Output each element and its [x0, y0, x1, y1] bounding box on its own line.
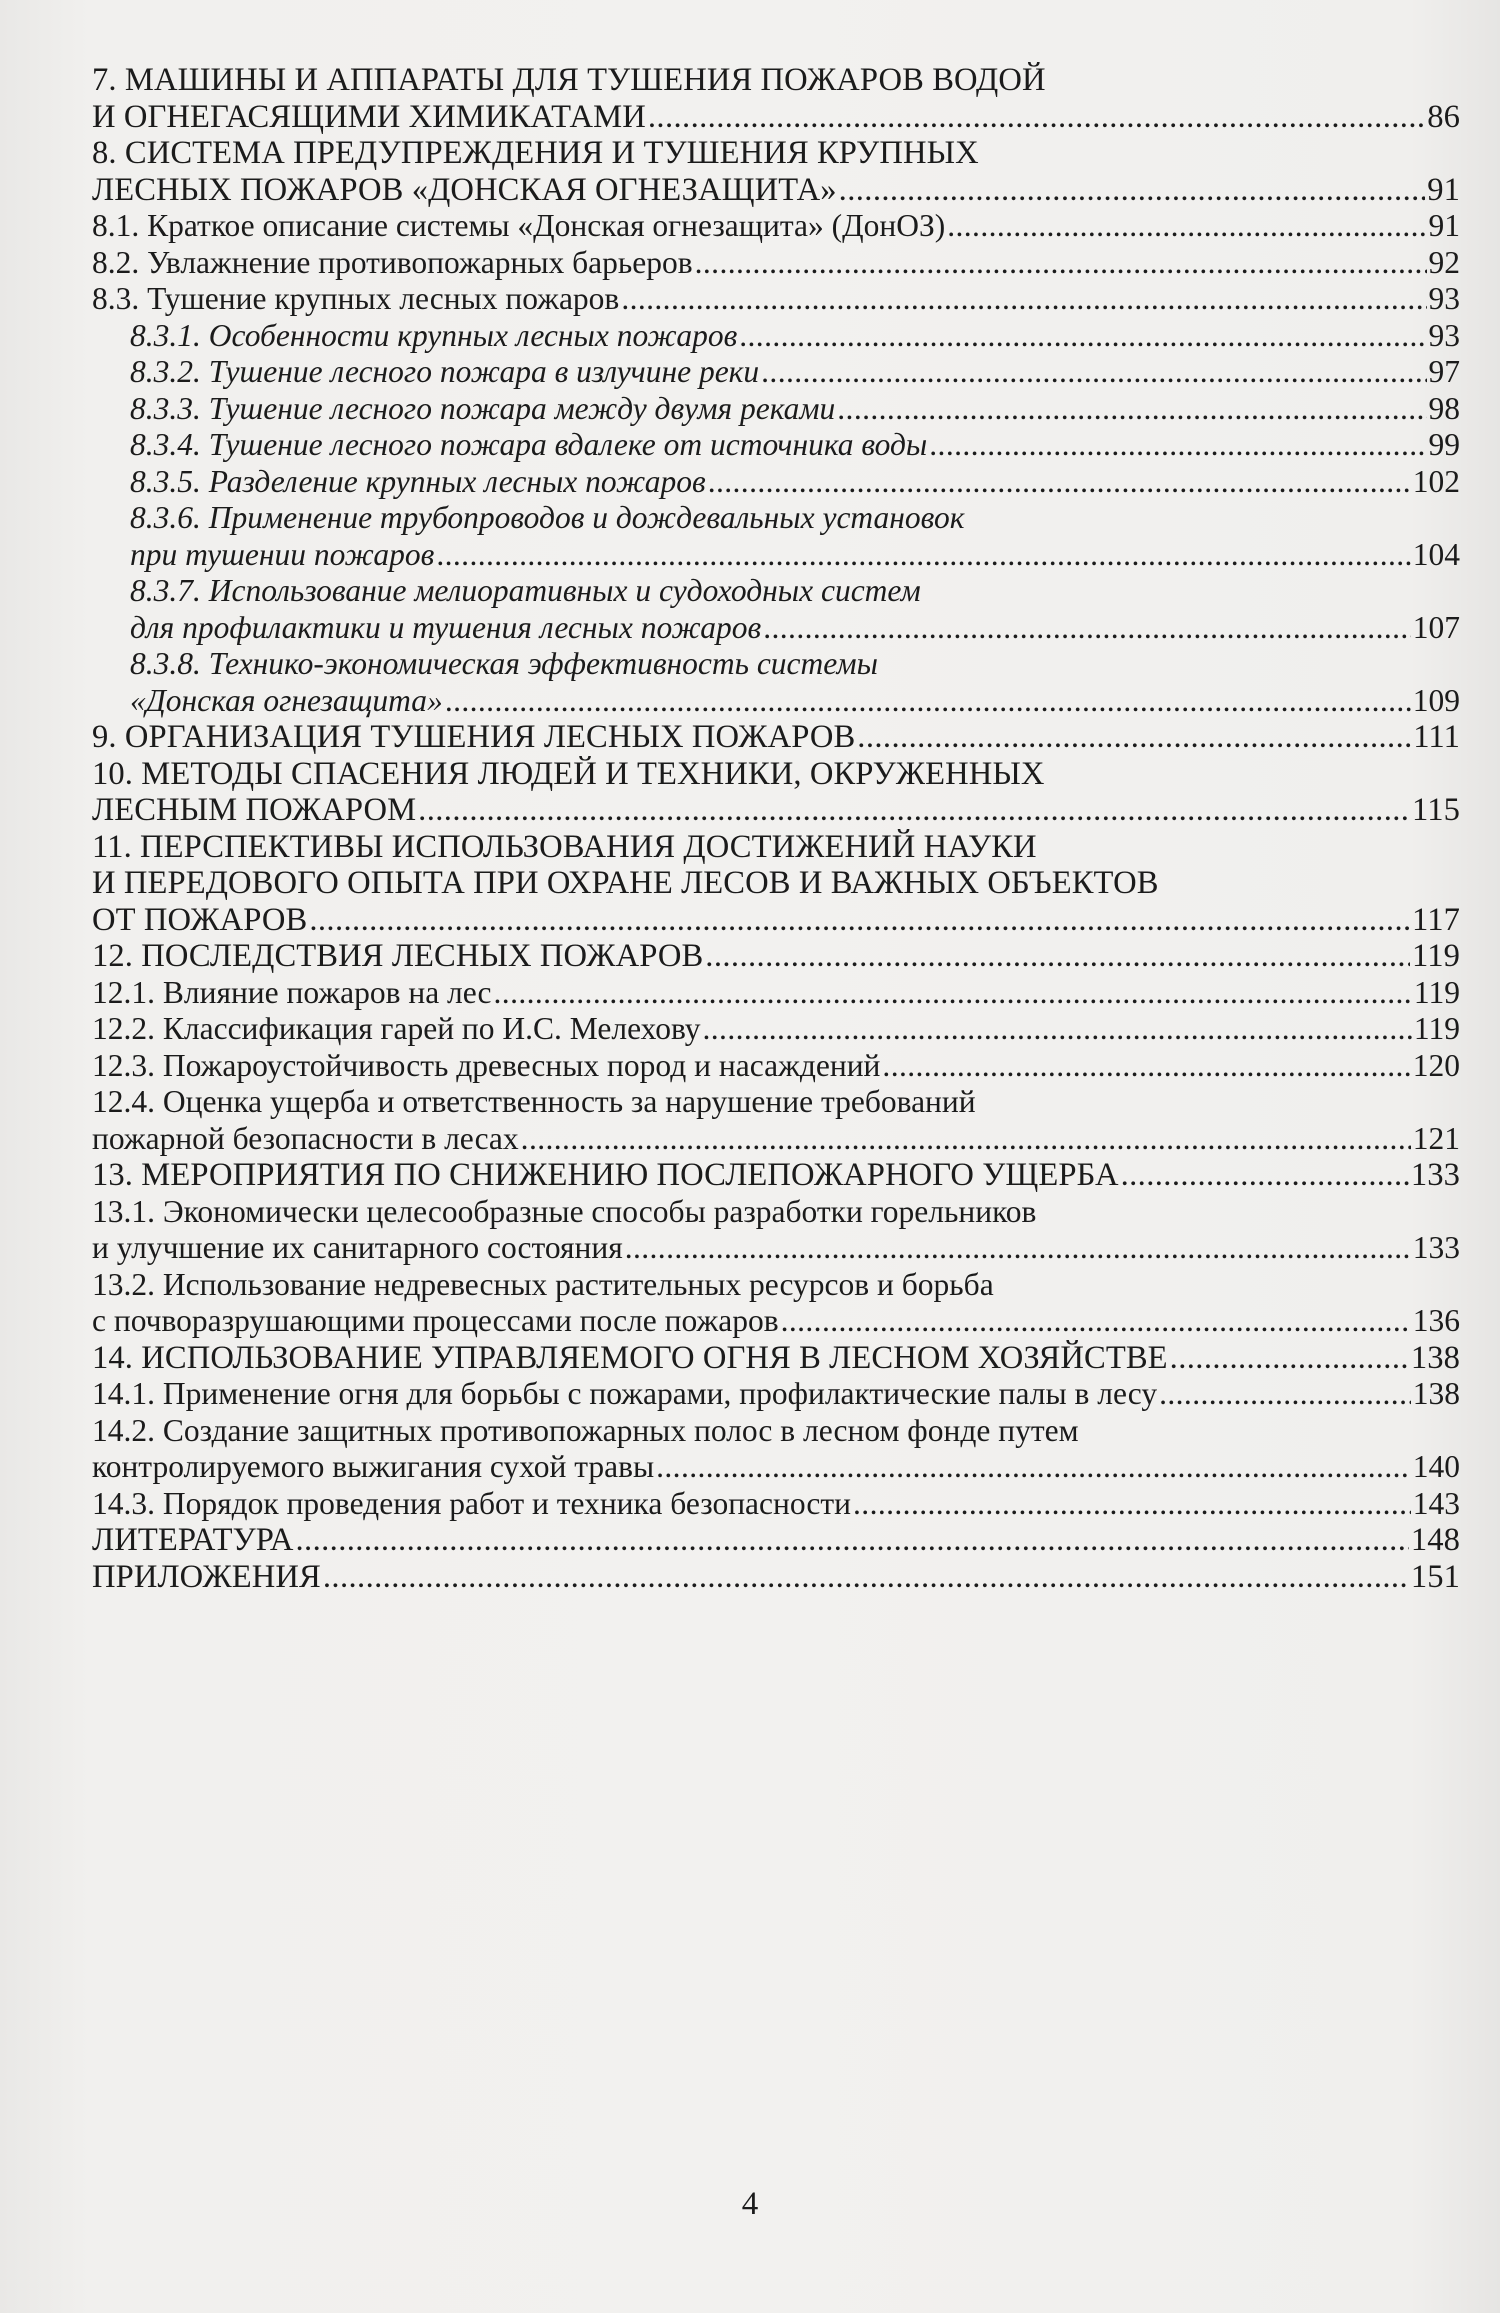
- toc-entry-line: [92, 938, 1460, 975]
- toc-entry-line: [92, 1303, 1460, 1340]
- toc-entry-title: 14.3. Порядок проведения работ и техника безопасности: [92, 1485, 852, 1521]
- toc-entry-title: 8.3.7. Использование мелиоративных и судоходных систем: [130, 573, 921, 608]
- dot-leader: [1121, 1157, 1409, 1194]
- toc-entry-title: 8.3.6. Применение трубопроводов и дождевальных установок: [130, 500, 965, 535]
- dot-leader: [1159, 1376, 1411, 1413]
- toc-entry: [92, 756, 1460, 829]
- dot-leader: [625, 1230, 1411, 1267]
- toc-entry-line: [92, 245, 1460, 282]
- toc-entry-line: [92, 756, 1460, 793]
- toc-entry-line: [92, 281, 1460, 318]
- dot-leader: [703, 1011, 1412, 1048]
- toc-entry-title: 11. ПЕРСПЕКТИВЫ ИСПОЛЬЗОВАНИЯ ДОСТИЖЕНИЙ НАУКИ: [92, 828, 1037, 865]
- toc-entry: [92, 500, 1460, 573]
- toc-entry: [92, 354, 1460, 391]
- toc-entry-line: [92, 865, 1460, 902]
- toc-entry-line: [92, 573, 1460, 610]
- toc-entry: [92, 1011, 1460, 1048]
- toc-entry-title: 10. МЕТОДЫ СПАСЕНИЯ ЛЮДЕЙ И ТЕХНИКИ, ОКРУЖЕННЫХ: [92, 755, 1045, 792]
- toc-entry-title: 14. ИСПОЛЬЗОВАНИЕ УПРАВЛЯЕМОГО ОГНЯ В ЛЕСНОМ ХОЗЯЙСТВЕ: [92, 1339, 1168, 1376]
- dot-leader: [418, 792, 1410, 829]
- toc-entry: [92, 1486, 1460, 1523]
- dot-leader: [521, 1121, 1411, 1158]
- toc-entry-line: [92, 1413, 1460, 1450]
- toc-entry-line: [92, 719, 1460, 756]
- toc-entry-line: [92, 1084, 1460, 1121]
- toc-entry-title: для профилактики и тушения лесных пожаров: [130, 609, 762, 645]
- toc-entry: [92, 281, 1460, 318]
- toc-entry-title: 12.1. Влияние пожаров на лес: [92, 974, 492, 1010]
- toc-entry-line: [92, 208, 1460, 245]
- dot-leader: [857, 719, 1411, 756]
- toc-entry: [92, 427, 1460, 464]
- toc-entry-line: [92, 902, 1460, 939]
- page-number: 4: [741, 2186, 759, 2222]
- dot-leader: [621, 281, 1426, 318]
- dot-leader: [705, 938, 1410, 975]
- toc-entry-title: 8.3. Тушение крупных лесных пожаров: [92, 281, 620, 316]
- toc-entry: [92, 1267, 1460, 1340]
- toc-entry-title: «Донская огнезащита»: [130, 682, 443, 718]
- toc-entry-line: [92, 1194, 1460, 1231]
- toc-entry-line: [92, 99, 1460, 136]
- dot-leader: [763, 610, 1411, 647]
- dot-leader: [853, 1486, 1411, 1523]
- toc-entry-title: 8.1. Краткое описание системы «Донская огнезащита» (ДонОЗ): [92, 208, 946, 243]
- toc-entry-line: [92, 1449, 1460, 1486]
- toc-entry-line: [92, 172, 1460, 209]
- toc-entry-line: [92, 62, 1460, 99]
- toc-entry-title: 8.3.1. Особенности крупных лесных пожаров: [130, 317, 738, 353]
- toc-entry-page: 97: [1428, 354, 1460, 389]
- toc-entry: [92, 938, 1460, 975]
- toc-entry: [92, 135, 1460, 208]
- toc-entry-page: 91: [1428, 208, 1460, 243]
- toc-entry: [92, 719, 1460, 756]
- toc-entry-line: [92, 610, 1460, 647]
- dot-leader: [656, 1449, 1411, 1486]
- toc-entry-title: с почворазрушающими процессами после пожаров: [92, 1303, 779, 1338]
- toc-entry-title: 8.3.4. Тушение лесного пожара вдалеке от источника воды: [130, 427, 928, 462]
- toc-entry-title: 8.2. Увлажнение противопожарных барьеров: [92, 244, 693, 280]
- toc-entry-title: 14.1. Применение огня для борьбы с пожарами, профилактические палы в лесу: [92, 1376, 1158, 1411]
- dot-leader: [295, 1522, 1408, 1559]
- dot-leader: [494, 975, 1412, 1012]
- toc-entry-title: 12.4. Оценка ущерба и ответственность за нарушение требований: [92, 1084, 976, 1119]
- toc-entry-page: 133: [1412, 1230, 1460, 1265]
- toc-entry: [92, 1522, 1460, 1559]
- toc-entry-line: [92, 1559, 1460, 1596]
- toc-entry-line: [92, 135, 1460, 172]
- toc-entry-page: 115: [1412, 792, 1460, 828]
- toc-entry-page: 119: [1413, 1011, 1460, 1046]
- dot-leader: [1170, 1340, 1409, 1377]
- toc-entry-page: 99: [1428, 427, 1460, 462]
- dot-leader: [436, 537, 1410, 574]
- toc-entry-line: [92, 646, 1460, 683]
- toc-entry-line: [92, 1522, 1460, 1559]
- toc-entry: [92, 829, 1460, 939]
- toc-entry-title: И ПЕРЕДОВОГО ОПЫТА ПРИ ОХРАНЕ ЛЕСОВ И ВАЖНЫХ ОБЪЕКТОВ: [92, 865, 1159, 901]
- toc-entry-title: ЛЕСНЫХ ПОЖАРОВ «ДОНСКАЯ ОГНЕЗАЩИТА»: [92, 171, 837, 208]
- dot-leader: [695, 245, 1427, 282]
- toc-entry-line: [92, 464, 1460, 501]
- toc-entry-page: 120: [1412, 1047, 1460, 1083]
- toc-entry-line: [92, 500, 1460, 537]
- toc-entry-page: 138: [1412, 1376, 1460, 1411]
- toc-entry-line: [92, 1011, 1460, 1048]
- toc-entry-title: И ОГНЕГАСЯЩИМИ ХИМИКАТАМИ: [92, 98, 646, 135]
- dot-leader: [761, 354, 1426, 391]
- dot-leader: [708, 464, 1411, 501]
- toc-entry-page: 98: [1428, 390, 1460, 426]
- toc-entry-page: 138: [1410, 1339, 1460, 1376]
- toc-entry: [92, 1559, 1460, 1596]
- toc-entry-page: 107: [1412, 609, 1460, 645]
- toc-entry-page: 121: [1412, 1120, 1460, 1156]
- toc-entry-line: [92, 1486, 1460, 1523]
- toc-entry-title: ОТ ПОЖАРОВ: [92, 901, 308, 938]
- toc-entry-title: 13.2. Использование недревесных растительных ресурсов и борьба: [92, 1266, 994, 1302]
- toc-entry-page: 136: [1412, 1303, 1460, 1338]
- toc-entry-line: [92, 1157, 1460, 1194]
- toc-entry-page: 119: [1413, 974, 1460, 1010]
- toc-entry-page: 104: [1412, 536, 1460, 572]
- toc-entry-page: 109: [1412, 682, 1460, 718]
- dot-leader: [323, 1559, 1409, 1596]
- toc-entry-page: 86: [1427, 98, 1460, 135]
- toc-entry: [92, 391, 1460, 428]
- toc-entry-line: [92, 1267, 1460, 1304]
- toc-entry: [92, 1084, 1460, 1157]
- toc-entry: [92, 646, 1460, 719]
- toc-entry-title: при тушении пожаров: [130, 536, 435, 572]
- toc-entry: [92, 464, 1460, 501]
- dot-leader: [648, 99, 1425, 136]
- toc-entry: [92, 62, 1460, 135]
- dot-leader: [309, 902, 1410, 939]
- toc-entry-page: 119: [1412, 938, 1460, 974]
- dot-leader: [929, 427, 1426, 464]
- toc-entry: [92, 318, 1460, 355]
- toc-entry: [92, 1413, 1460, 1486]
- dot-leader: [839, 172, 1426, 209]
- toc-entry-page: 140: [1412, 1449, 1460, 1484]
- toc-entry-line: [92, 427, 1460, 464]
- toc-entry-page: 133: [1410, 1157, 1460, 1193]
- toc-entry-title: ЛИТЕРАТУРА: [92, 1522, 294, 1558]
- dot-leader: [837, 391, 1426, 428]
- toc-entry: [92, 1194, 1460, 1267]
- table-of-contents: [92, 62, 1460, 1595]
- toc-entry-line: [92, 1121, 1460, 1158]
- toc-entry-line: [92, 1376, 1460, 1413]
- toc-entry-title: 13.1. Экономически целесообразные способы разработки горельников: [92, 1193, 1037, 1229]
- toc-entry-line: [92, 1230, 1460, 1267]
- toc-entry-title: 8.3.3. Тушение лесного пожара между двумя реками: [130, 390, 836, 426]
- dot-leader: [445, 683, 1411, 720]
- toc-entry-title: 14.2. Создание защитных противопожарных полос в лесном фонде путем: [92, 1412, 1079, 1448]
- toc-entry-title: 13. МЕРОПРИЯТИЯ ПО СНИЖЕНИЮ ПОСЛЕПОЖАРНОГО УЩЕРБА: [92, 1157, 1119, 1193]
- toc-entry-line: [92, 975, 1460, 1012]
- toc-entry-page: 151: [1410, 1558, 1460, 1595]
- dot-leader: [882, 1048, 1410, 1085]
- toc-entry-line: [92, 829, 1460, 866]
- toc-entry-title: 12.2. Классификация гарей по И.С. Мелехову: [92, 1011, 701, 1046]
- toc-entry-page: 93: [1428, 317, 1460, 353]
- toc-entry-page: 143: [1412, 1485, 1460, 1521]
- toc-entry-page: 91: [1427, 171, 1460, 208]
- toc-entry-line: [92, 318, 1460, 355]
- toc-entry-title: ПРИЛОЖЕНИЯ: [92, 1558, 321, 1595]
- toc-entry-title: пожарной безопасности в лесах: [92, 1120, 519, 1156]
- toc-entry: [92, 245, 1460, 282]
- toc-entry-line: [92, 537, 1460, 574]
- toc-entry: [92, 975, 1460, 1012]
- toc-entry: [92, 208, 1460, 245]
- dot-leader: [781, 1303, 1411, 1340]
- toc-entry-page: 111: [1413, 719, 1460, 755]
- toc-entry-line: [92, 1048, 1460, 1085]
- toc-entry-title: 12.3. Пожароустойчивость древесных пород и насаждений: [92, 1047, 881, 1083]
- toc-entry-title: 8. СИСТЕМА ПРЕДУПРЕЖДЕНИЯ И ТУШЕНИЯ КРУПНЫХ: [92, 135, 979, 171]
- toc-entry-page: 92: [1428, 244, 1460, 280]
- toc-entry-line: [92, 1340, 1460, 1377]
- toc-entry-line: [92, 391, 1460, 428]
- toc-entry-title: 8.3.8. Технико-экономическая эффективность системы: [130, 646, 878, 681]
- toc-entry-title: 8.3.2. Тушение лесного пожара в излучине реки: [130, 354, 760, 389]
- toc-entry-title: ЛЕСНЫМ ПОЖАРОМ: [92, 792, 417, 828]
- toc-entry-line: [92, 792, 1460, 829]
- toc-entry-page: 148: [1410, 1522, 1460, 1558]
- toc-entry-line: [92, 683, 1460, 720]
- toc-entry-title: контролируемого выжигания сухой травы: [92, 1449, 655, 1484]
- toc-entry-title: 8.3.5. Разделение крупных лесных пожаров: [130, 463, 706, 499]
- toc-entry-title: 12. ПОСЛЕДСТВИЯ ЛЕСНЫХ ПОЖАРОВ: [92, 938, 704, 974]
- toc-entry-title: и улучшение их санитарного состояния: [92, 1230, 623, 1265]
- toc-entry-title: 7. МАШИНЫ И АППАРАТЫ ДЛЯ ТУШЕНИЯ ПОЖАРОВ ВОДОЙ: [92, 62, 1046, 98]
- dot-leader: [947, 208, 1426, 245]
- toc-entry-page: 93: [1428, 281, 1460, 316]
- toc-entry: [92, 1376, 1460, 1413]
- toc-entry-page: 117: [1412, 901, 1460, 938]
- toc-entry: [92, 1340, 1460, 1377]
- toc-entry: [92, 573, 1460, 646]
- dot-leader: [739, 318, 1426, 355]
- toc-entry: [92, 1157, 1460, 1194]
- toc-entry-line: [92, 354, 1460, 391]
- toc-entry-page: 102: [1412, 463, 1460, 499]
- toc-entry-title: 9. ОРГАНИЗАЦИЯ ТУШЕНИЯ ЛЕСНЫХ ПОЖАРОВ: [92, 719, 856, 755]
- toc-entry: [92, 1048, 1460, 1085]
